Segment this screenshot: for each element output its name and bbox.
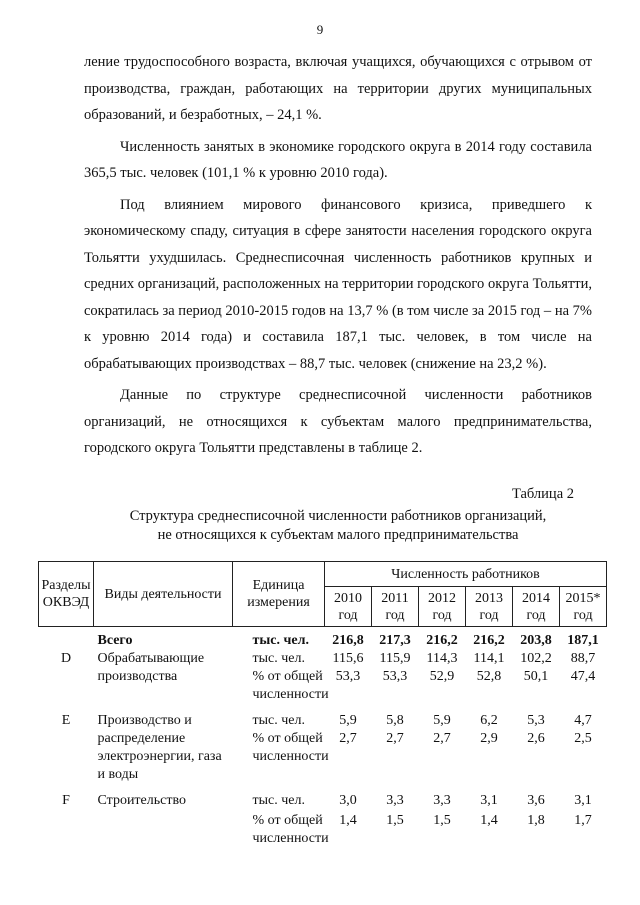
cell-value: 2,7 [386, 731, 404, 746]
table-label: Таблица 2 [511, 486, 574, 502]
paragraph: Данные по структуре среднесписочной численности работников организаций, не относящихся к субъектам малого предпринимательства, городского округа Тольятти представлены в таблице 2. [84, 387, 592, 456]
cell-activity: Обрабатывающие производства [97, 651, 205, 684]
header-unit: Единица измерения [233, 562, 325, 627]
cell-value: 217,3 [379, 633, 411, 648]
cell [39, 627, 94, 651]
cell-value: 216,2 [426, 633, 458, 648]
employment-table [38, 561, 607, 848]
cell-unit: тыс. чел. [252, 713, 305, 728]
cell-unit: % от общей численности [252, 731, 329, 764]
table-title [84, 507, 592, 545]
cell-value: 203,8 [520, 633, 552, 648]
cell-value: 4,7 [574, 713, 592, 728]
header-section: Разделы ОКВЭД [39, 562, 94, 627]
cell-value: 6,2 [480, 713, 498, 728]
cell-value: 3,1 [480, 793, 498, 808]
cell-value: 3,3 [433, 793, 451, 808]
paragraph: ление трудоспособного возраста, включая учащихся, обучающихся с отрывом от производства, граждан, работающих на территории других муниципальных образований, и безработных, – 24,1 %. [84, 54, 592, 123]
cell-value: 5,9 [433, 713, 451, 728]
cell-value: 3,6 [527, 793, 545, 808]
cell-unit: тыс. чел. [252, 793, 305, 808]
cell-value: 1,7 [574, 813, 592, 828]
cell-value: 2,7 [433, 731, 451, 746]
cell-value: 114,1 [473, 651, 505, 666]
cell-unit: тыс. чел. [252, 633, 309, 648]
cell-value: 1,4 [480, 813, 498, 828]
cell-value: 50,1 [523, 669, 549, 684]
cell-value: 216,8 [332, 633, 364, 648]
cell-value: 3,0 [339, 793, 357, 808]
header-year: 2014 год [513, 587, 560, 627]
cell-value: 2,6 [527, 731, 545, 746]
cell-unit: тыс. чел. [252, 651, 305, 666]
cell-value: 88,7 [570, 651, 596, 666]
cell-code: F [62, 793, 70, 808]
table-row-total [39, 627, 607, 651]
table-row [39, 650, 607, 668]
header-year: 2013 год [466, 587, 513, 627]
header-year: 2012 год [419, 587, 466, 627]
cell-value: 5,3 [527, 713, 545, 728]
cell-value: 115,6 [332, 651, 364, 666]
cell-value: 115,9 [379, 651, 411, 666]
header-year: 2015* год [560, 587, 607, 627]
cell-code: E [61, 713, 71, 728]
cell-value: 1,5 [433, 813, 451, 828]
cell-value: 52,9 [429, 669, 455, 684]
cell-value: 3,1 [574, 793, 592, 808]
cell-value: 3,3 [386, 793, 404, 808]
cell-value: 216,2 [473, 633, 505, 648]
table-row [39, 784, 607, 810]
table-title-line: не относящихся к субъектам малого предпринимательства [157, 527, 519, 543]
cell-value: 114,3 [426, 651, 458, 666]
cell-value: 1,5 [386, 813, 404, 828]
cell-value: 2,7 [339, 731, 357, 746]
paragraph: Под влиянием мирового финансового кризиса, приведшего к экономическому спаду, ситуация в сфере занятости населения городского округа Тольятти ухудшилась. Среднесписочная численность работников крупных и средних организаций, расположенных на территории городского округа Тольятти, сократилась за период 2010-2015 годов на 13,7 % (в том числе за 2015 год – на 7% к уровню 2014 года) и составила 187,1 тыс. человек, в том числе на обрабатывающих производствах – 88,7 тыс. человек (снижение на 23,2 %). [84, 196, 592, 372]
cell-value: 5,9 [339, 713, 357, 728]
cell-value: 187,1 [567, 633, 599, 648]
page-number: 9 [316, 22, 324, 37]
header-employees: Численность работников [325, 562, 607, 587]
cell-unit: % от общей численности [252, 813, 329, 846]
header-year: 2010 год [325, 587, 372, 627]
cell-value: 53,3 [382, 669, 408, 684]
cell-value: 1,8 [527, 813, 545, 828]
cell-value: 2,9 [480, 731, 498, 746]
cell-value: 5,8 [386, 713, 404, 728]
header-activity: Виды деятельности [94, 562, 233, 627]
body-text [84, 49, 592, 462]
cell-activity: Производство и распределение электроэнергии, газа и воды [97, 713, 222, 782]
cell-value: 53,3 [335, 669, 361, 684]
table-row [39, 704, 607, 730]
cell-value: 102,2 [520, 651, 552, 666]
cell-code: D [60, 651, 72, 666]
cell-label: Всего [97, 633, 133, 648]
cell-value: 52,8 [476, 669, 502, 684]
table-title-line: Структура среднесписочной численности работников организаций, [129, 508, 547, 524]
cell-value: 1,4 [339, 813, 357, 828]
cell-value: 47,4 [570, 669, 596, 684]
cell-value: 2,5 [574, 731, 592, 746]
header-year: 2011 год [372, 587, 419, 627]
cell-unit: % от общей численности [252, 669, 329, 702]
paragraph: Численность занятых в экономике городского округа в 2014 году составила 365,5 тыс. человек (101,1 % к уровню 2010 года). [84, 138, 592, 181]
cell-activity: Строительство [97, 793, 186, 808]
